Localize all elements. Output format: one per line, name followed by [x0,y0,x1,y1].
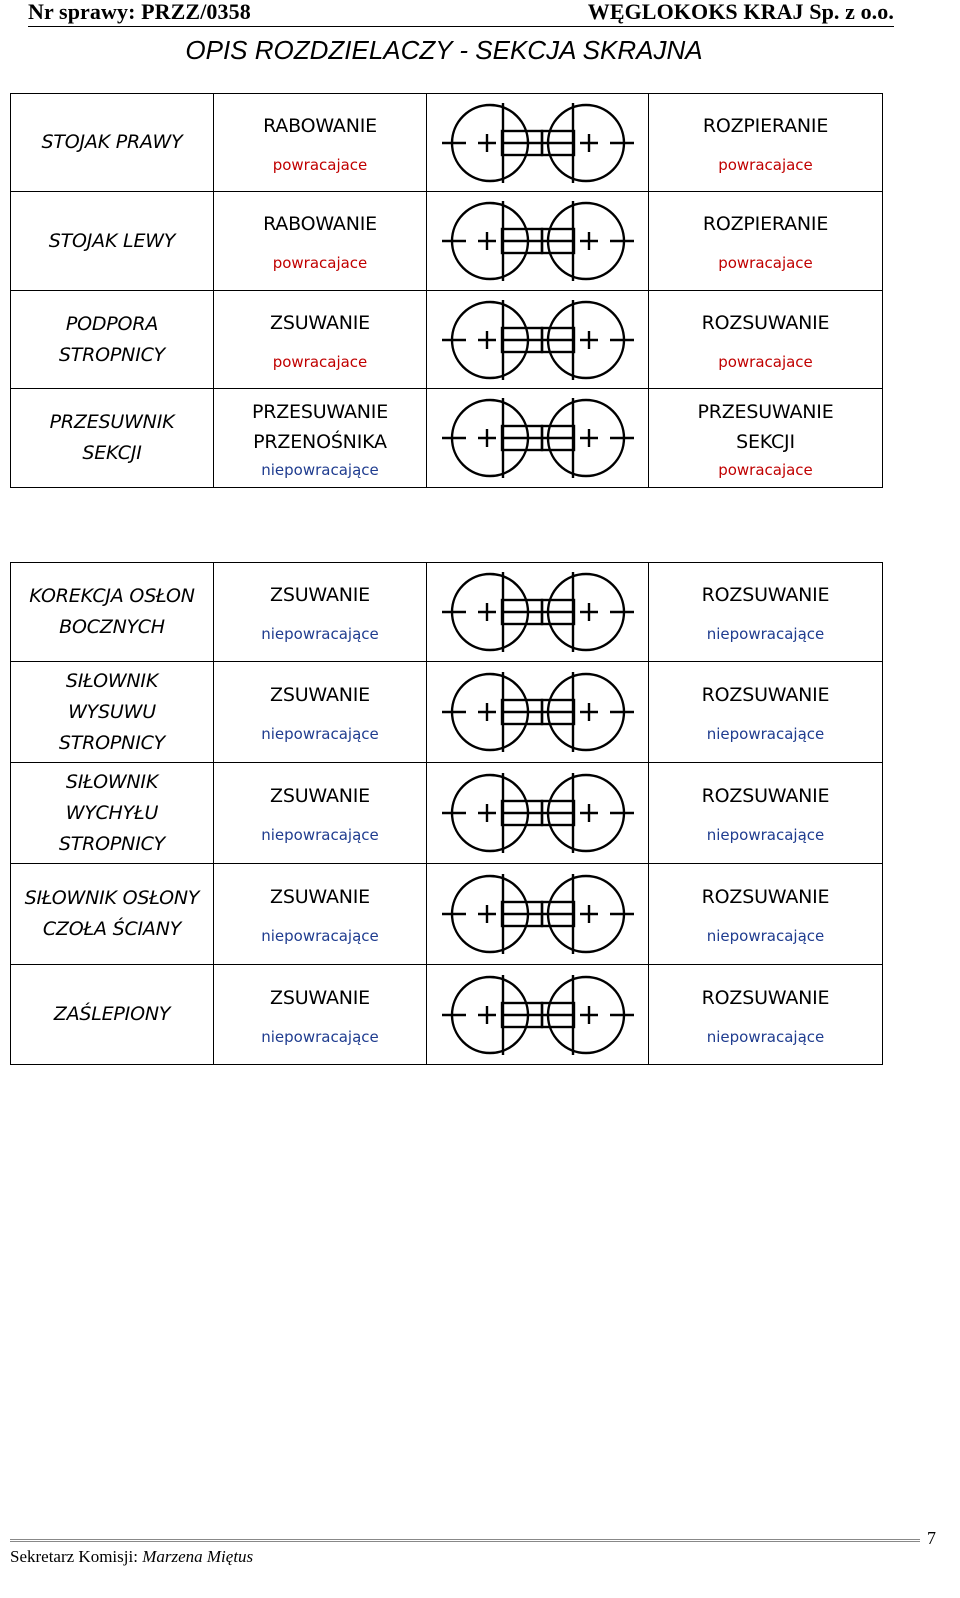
row-label: SIŁOWNIK WYSUWU STROPNICY [58,669,166,754]
right-action-type: powracajace [718,460,813,479]
row-label-cell [11,864,214,965]
table-row [11,291,883,389]
footer-signature [10,1547,253,1567]
right-action-cell [649,965,883,1065]
case-number: Nr sprawy: PRZZ/0358 [28,0,251,24]
right-action-type: powracajace [718,155,813,174]
right-action-cell [649,389,883,488]
symbol-cell [427,763,649,864]
left-action: RABOWANIE [263,213,377,235]
table-row [11,94,883,192]
left-action-cell [214,965,427,1065]
left-action-type: niepowracające [261,625,379,643]
valve-lever-symbol-icon [440,394,636,482]
right-action: ROZSUWANIE [701,684,830,706]
table-row [11,965,883,1065]
left-action: RABOWANIE [263,114,377,137]
footer-label: Sekretarz Komisji: [10,1547,138,1566]
right-action: ROZSUWANIE [701,311,830,334]
right-action-type: niepowracające [706,625,825,643]
row-label: KOREKCJA OSŁON BOCZNYCH [29,585,195,638]
table-row [11,662,883,763]
distributor-table-1 [10,93,883,488]
row-label: STOJAK PRAWY [41,131,183,153]
row-label-cell [11,763,214,864]
row-label-cell [11,662,214,763]
left-action: ZSUWANIE [270,584,370,606]
right-action-type: powracajace [718,352,813,371]
symbol-cell [427,563,649,662]
valve-lever-symbol-icon [440,870,636,958]
left-action-type: powracajace [272,155,368,174]
symbol-cell [427,94,649,192]
symbol-cell [427,192,649,291]
left-action-type: powracajace [272,254,368,272]
valve-lever-symbol-icon [440,296,636,384]
right-action-cell [649,192,883,291]
row-label-cell [11,965,214,1065]
table-row [11,192,883,291]
left-action-cell [214,563,427,662]
table-row [11,389,883,488]
left-action: ZSUWANIE [270,684,370,706]
left-action: PRZESUWANIE PRZENOŚNIKA [251,400,388,453]
valve-lever-symbol-icon [440,668,636,756]
right-action: ROZSUWANIE [701,886,830,908]
row-label: ZAŚLEPIONY [53,1003,171,1025]
document-title: OPIS ROZDZIELACZY - SEKCJA SKRAJNA [185,35,703,65]
row-label: SIŁOWNIK OSŁONY CZOŁA ŚCIANY [24,887,200,940]
right-action-cell [649,291,883,389]
distributor-table-2 [10,562,883,1065]
row-label: STOJAK LEWY [48,229,176,252]
symbol-cell [427,291,649,389]
left-action-cell [214,94,427,192]
right-action: ROZSUWANIE [701,584,830,606]
valve-lever-symbol-icon [440,971,636,1059]
symbol-cell [427,965,649,1065]
right-action: ROZPIERANIE [702,114,829,137]
valve-lever-symbol-icon [440,769,636,857]
left-action-cell [214,291,427,389]
footer-divider [10,1539,920,1542]
left-action-cell [214,662,427,763]
valve-lever-symbol-icon [440,568,636,656]
row-label-cell [11,563,214,662]
left-action-type: niepowracające [261,1027,379,1046]
row-label: PRZESUWNIK SEKCJI [49,411,175,464]
left-action-type: niepowracające [261,460,379,479]
right-action-cell [649,94,883,192]
left-action-type: niepowracające [261,826,379,844]
row-label-cell [11,389,214,488]
symbol-cell [427,864,649,965]
right-action-cell [649,864,883,965]
table-row [11,763,883,864]
right-action-type: niepowracające [706,927,825,945]
right-action-cell [649,763,883,864]
left-action: ZSUWANIE [270,311,370,334]
company-name: WĘGLOKOKS KRAJ Sp. z o.o. [587,0,894,24]
valve-lever-symbol-icon [440,197,636,285]
page-header [28,0,894,27]
row-label-cell [11,94,214,192]
left-action-type: niepowracające [261,725,379,743]
table-row [11,864,883,965]
right-action-cell [649,563,883,662]
right-action: ROZSUWANIE [701,986,830,1009]
right-action-type: powracajace [718,254,813,272]
row-label-cell [11,192,214,291]
right-action-type: niepowracające [706,826,825,844]
right-action-type: niepowracające [706,1027,825,1046]
left-action-cell [214,192,427,291]
left-action-cell [214,864,427,965]
row-label-cell [11,291,214,389]
right-action: ROZPIERANIE [702,213,829,235]
valve-lever-symbol-icon [440,99,636,187]
left-action-cell [214,763,427,864]
symbol-cell [427,389,649,488]
table-row [11,563,883,662]
right-action-type: niepowracające [706,725,825,743]
left-action: ZSUWANIE [270,785,370,807]
left-action: ZSUWANIE [270,886,370,908]
right-action: PRZESUWANIE SEKCJI [697,400,834,453]
row-label: SIŁOWNIK WYCHYŁU STROPNICY [58,770,166,855]
footer-name: Marzena Miętus [142,1547,254,1566]
right-action: ROZSUWANIE [701,785,830,807]
page-number: 7 [927,1528,936,1548]
left-action-cell [214,389,427,488]
symbol-cell [427,662,649,763]
right-action-cell [649,662,883,763]
left-action: ZSUWANIE [270,986,370,1009]
left-action-type: powracajace [272,352,368,371]
left-action-type: niepowracające [261,927,379,945]
row-label: PODPORA STROPNICY [58,312,166,366]
